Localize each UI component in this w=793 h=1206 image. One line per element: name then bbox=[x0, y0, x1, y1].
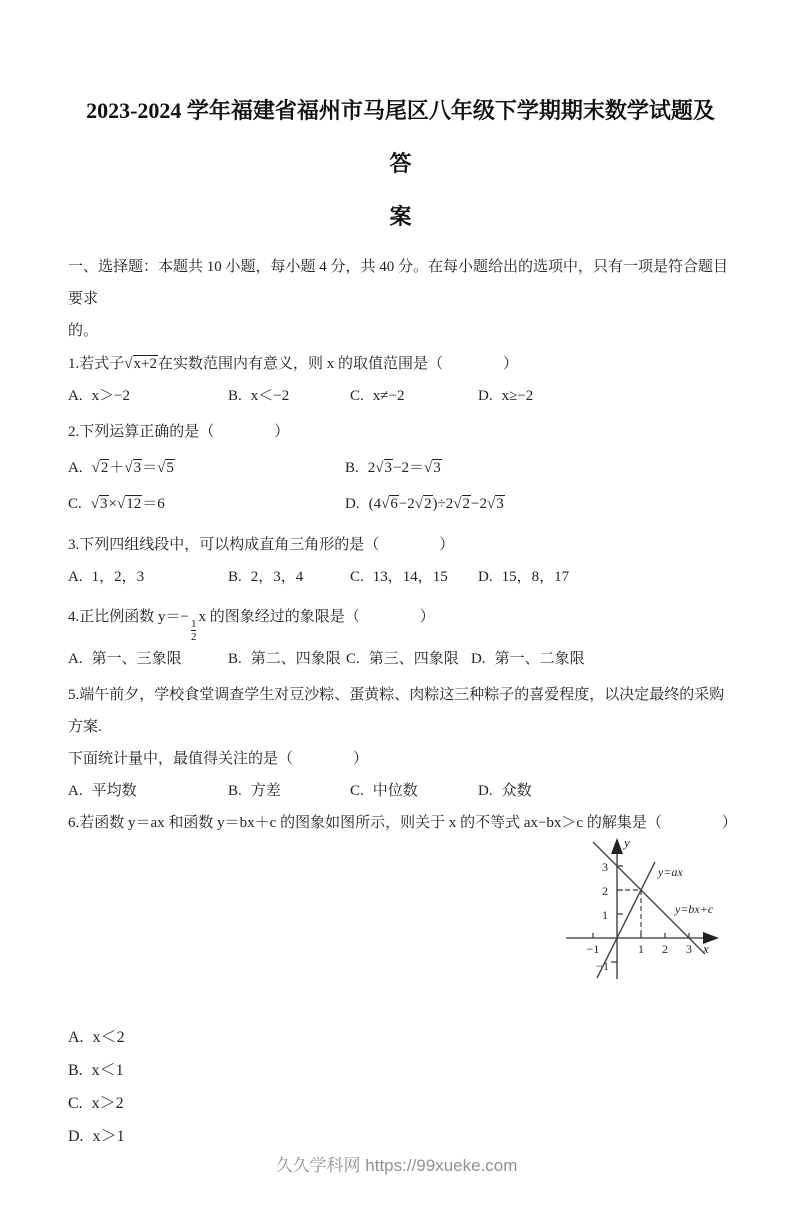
x-tick-3: 3 bbox=[686, 942, 692, 956]
option-2b: B. 2√3−2＝√3 bbox=[345, 460, 441, 476]
question-4-stem: 4.正比例函数 y＝− $\frac{1}{2}$ x 的图象经过的象限是（ ） bbox=[68, 609, 435, 643]
option-3d: D. 15，8，17 bbox=[478, 569, 570, 585]
footer-link: 久久学科网 https://99xueke.com bbox=[275, 1156, 518, 1175]
question-4-options bbox=[68, 643, 733, 675]
option-2d: D. (4√6−2√2)÷2√2−2√3 bbox=[345, 496, 504, 512]
question-1-stem: 1.若式子√x+2在实数范围内有意义，则 x 的取值范围是（ ） bbox=[68, 356, 518, 372]
option-4b: B. 第二、四象限 bbox=[228, 651, 341, 667]
option-6a: A. x＜2 bbox=[68, 1029, 125, 1046]
page-title bbox=[78, 84, 723, 243]
question-3-stem: 3.下列四组线段中，可以构成直角三角形的是（ ） bbox=[68, 537, 455, 553]
question-2-options-row2 bbox=[68, 486, 733, 522]
site-footer bbox=[0, 1151, 793, 1176]
question-6-stem: 6.若函数 y＝ax 和函数 y＝bx＋c 的图象如图所示，则关于 x 的不等式 ax−bx＞c 的解集是（ ） bbox=[68, 815, 737, 831]
option-5c: C. 中位数 bbox=[350, 783, 418, 799]
y-axis-arrow-icon bbox=[611, 838, 623, 854]
question-5-stem bbox=[68, 679, 733, 775]
option-1c: C. x≠−2 bbox=[350, 388, 405, 404]
option-1b: B. x＜−2 bbox=[228, 388, 290, 404]
option-3b: B. 2，3，4 bbox=[228, 569, 304, 585]
question-3-options bbox=[68, 561, 733, 593]
line1-label: y=ax bbox=[658, 865, 683, 879]
option-5a: A. 平均数 bbox=[68, 783, 137, 799]
option-3a: A. 1，2，3 bbox=[68, 569, 145, 585]
question-2-options-row1 bbox=[68, 450, 733, 486]
line-y-equals-bx-plus-c bbox=[593, 842, 705, 954]
y-tick-3: 3 bbox=[602, 860, 608, 874]
x-axis-label: x bbox=[703, 941, 709, 956]
option-2c: C. √3×√12＝6 bbox=[68, 496, 165, 512]
option-4c: C. 第三、四象限 bbox=[346, 651, 459, 667]
y-tick-1: 1 bbox=[602, 908, 608, 922]
option-5d: D. 众数 bbox=[478, 783, 532, 799]
question-6-options bbox=[68, 1021, 733, 1153]
option-4d: D. 第一、二象限 bbox=[471, 651, 585, 667]
y-axis-label: y bbox=[624, 835, 630, 850]
option-4a: A. 第一、三象限 bbox=[68, 651, 182, 667]
page-title-line2: 案 bbox=[389, 204, 412, 229]
line2-label: y=bx+c bbox=[675, 902, 714, 916]
page-title-line1: 2023-2024 学年福建省福州市马尾区八年级下学期期末数学试题及答 bbox=[86, 98, 715, 176]
question-1-options bbox=[68, 380, 733, 412]
y-tick-neg1: −1 bbox=[596, 959, 609, 973]
option-6c: C. x＞2 bbox=[68, 1095, 124, 1112]
option-1d: D. x≥−2 bbox=[478, 388, 534, 404]
option-6d: D. x＞1 bbox=[68, 1128, 125, 1145]
option-5b: B. 方差 bbox=[228, 783, 281, 799]
x-tick-1: 1 bbox=[638, 942, 644, 956]
option-2a: A. √2＋√3＝√5 bbox=[68, 460, 174, 476]
x-tick-neg1: −1 bbox=[586, 942, 600, 956]
question-5-stem-line1: 5.端午前夕，学校食堂调查学生对豆沙粽、蛋黄粽、肉粽这三种粽子的喜爱程度，以决定最终的采购方案. bbox=[68, 687, 725, 735]
section-intro-line2: 的。 bbox=[68, 323, 99, 339]
section-intro bbox=[68, 251, 733, 347]
option-6b: B. x＜1 bbox=[68, 1062, 124, 1079]
question-6-graph bbox=[556, 831, 766, 981]
y-tick-2: 2 bbox=[602, 884, 608, 898]
question-5-options bbox=[68, 775, 733, 807]
x-tick-2: 2 bbox=[662, 942, 668, 956]
question-5-stem-line2: 下面统计量中，最值得关注的是（ ） bbox=[68, 751, 369, 767]
option-3c: C. 13，14，15 bbox=[350, 569, 448, 585]
option-1a: A. x＞−2 bbox=[68, 388, 131, 404]
question-2-stem: 2.下列运算正确的是（ ） bbox=[68, 424, 290, 440]
exam-page bbox=[0, 84, 793, 1153]
section-intro-line1: 一、选择题：本题共 10 小题，每小题 4 分，共 40 分。在每小题给出的选项中，只有一项是符合题目要求 bbox=[68, 259, 729, 307]
linear-functions-graph bbox=[556, 831, 766, 981]
